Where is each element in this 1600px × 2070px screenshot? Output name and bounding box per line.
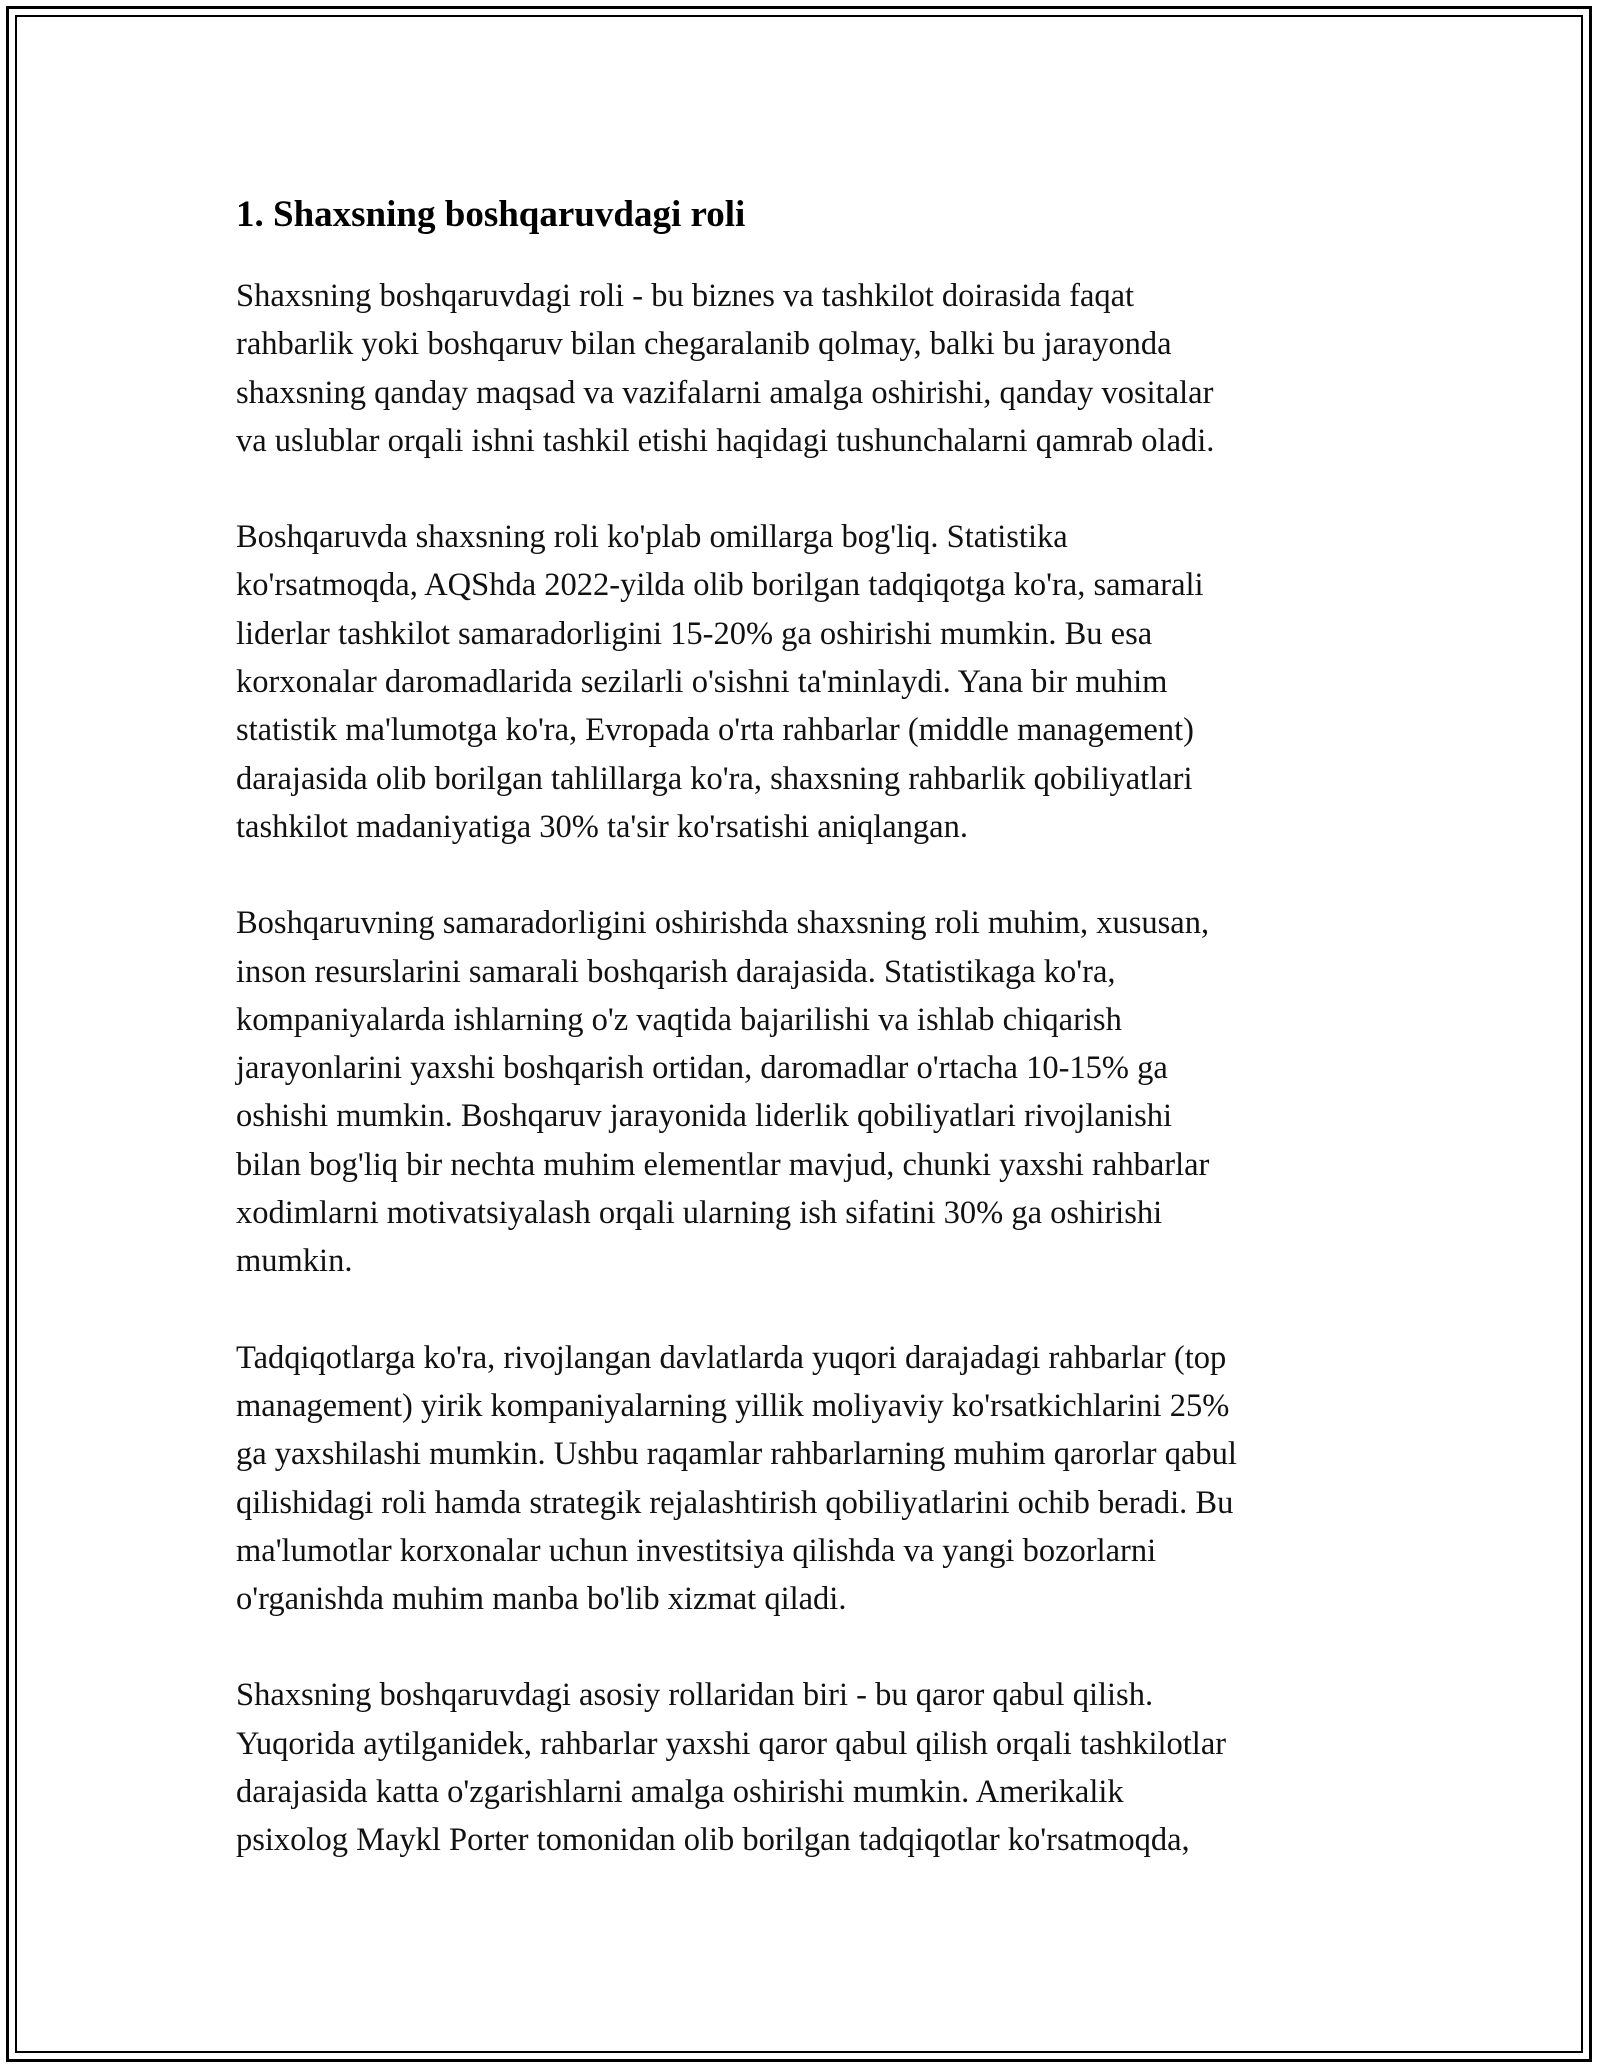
paragraph-line: bilan bog'liq bir nechta muhim elementlar mavjud, chunki yaxshi rahbarlar bbox=[236, 1146, 1210, 1183]
paragraph-line: va uslublar orqali ishni tashkil etishi haqidagi tushunchalarni qamrab oladi. bbox=[236, 422, 1215, 459]
paragraph-line: darajasida olib borilgan tahlillarga ko'ra, shaxsning rahbarlik qobiliyatlari bbox=[236, 760, 1193, 797]
paragraph-line: Shaxsning boshqaruvdagi roli - bu biznes va tashkilot doirasida faqat bbox=[236, 278, 1135, 314]
paragraph-line: Tadqiqotlarga ko'ra, rivojlangan davlatlarda yuqori darajadagi rahbarlar (top bbox=[236, 1339, 1227, 1376]
paragraph bbox=[236, 1671, 1376, 1864]
paragraph-line: ko'rsatmoqda, AQShda 2022-yilda olib borilgan tadqiqotga ko'ra, samarali bbox=[236, 567, 1204, 604]
paragraph bbox=[236, 1334, 1376, 1624]
paragraph-line: jarayonlarini yaxshi boshqarish ortidan, daromadlar o'rtacha 10-15% ga bbox=[236, 1050, 1168, 1087]
paragraph-line: xodimlarni motivatsiyalash orqali ularning ish sifatini 30% ga oshirishi bbox=[236, 1195, 1163, 1232]
paragraph-line: rahbarlik yoki boshqaruv bilan chegaralanib qolmay, balki bu jarayonda bbox=[236, 326, 1172, 363]
paragraph-list bbox=[236, 272, 1376, 1865]
paragraph-line: Shaxsning boshqaruvdagi asosiy rollaridan biri - bu qaror qabul qilish. bbox=[236, 1677, 1154, 1714]
paragraph-line: Boshqaruvning samaradorligini oshirishda shaxsning roli muhim, xususan, bbox=[236, 905, 1210, 942]
paragraph-line: inson resurslarini samarali boshqarish darajasida. Statistikaga ko'ra, bbox=[236, 953, 1116, 990]
paragraph-line: management) yirik kompaniyalarning yillik moliyaviy ko'rsatkichlarini 25% bbox=[236, 1387, 1230, 1424]
paragraph-line: oshishi mumkin. Boshqaruv jarayonida liderlik qobiliyatlari rivojlanishi bbox=[236, 1098, 1173, 1135]
paragraph-line: shaxsning qanday maqsad va vazifalarni amalga oshirishi, qanday vositalar bbox=[236, 374, 1214, 411]
paragraph-line: ga yaxshilashi mumkin. Ushbu raqamlar rahbarlarning muhim qarorlar qabul bbox=[236, 1436, 1237, 1473]
paragraph bbox=[236, 272, 1376, 465]
paragraph-line: darajasida katta o'zgarishlarni amalga oshirishi mumkin. Amerikalik bbox=[236, 1774, 1124, 1811]
paragraph-line: qilishidagi roli hamda strategik rejalashtirish qobiliyatlarini ochib beradi. Bu bbox=[236, 1484, 1234, 1521]
paragraph-line: statistik ma'lumotga ko'ra, Evropada o'rta rahbarlar (middle management) bbox=[236, 712, 1194, 749]
paragraph bbox=[236, 513, 1376, 851]
section-heading: 1. Shaxsning boshqaruvdagi roli bbox=[236, 194, 746, 235]
paragraph-line: Yuqorida aytilganidek, rahbarlar yaxshi qaror qabul qilish orqali tashkilotlar bbox=[236, 1725, 1227, 1762]
paragraph-line: mumkin. bbox=[236, 1243, 353, 1280]
paragraph-line: ma'lumotlar korxonalar uchun investitsiya qilishda va yangi bozorlarni bbox=[236, 1532, 1157, 1569]
paragraph-line: o'rganishda muhim manba bo'lib xizmat qiladi. bbox=[236, 1581, 847, 1618]
paragraph-line: kompaniyalarda ishlarning o'z vaqtida bajarilishi va ishlab chiqarish bbox=[236, 1001, 1122, 1038]
paragraph-line: tashkilot madaniyatiga 30% ta'sir ko'rsatishi aniqlangan. bbox=[236, 808, 968, 845]
paragraph-line: korxonalar daromadlarida sezilarli o'sishni ta'minlaydi. Yana bir muhim bbox=[236, 664, 1168, 701]
paragraph-line: Boshqaruvda shaxsning roli ko'plab omillarga bog'liq. Statistika bbox=[236, 519, 1068, 556]
paragraph bbox=[236, 899, 1376, 1285]
document-body bbox=[236, 180, 1376, 1913]
paragraph-line: liderlar tashkilot samaradorligini 15-20% ga oshirishi mumkin. Bu esa bbox=[236, 615, 1153, 652]
paragraph-line: psixolog Maykl Porter tomonidan olib borilgan tadqiqotlar ko'rsatmoqda, bbox=[236, 1822, 1190, 1859]
